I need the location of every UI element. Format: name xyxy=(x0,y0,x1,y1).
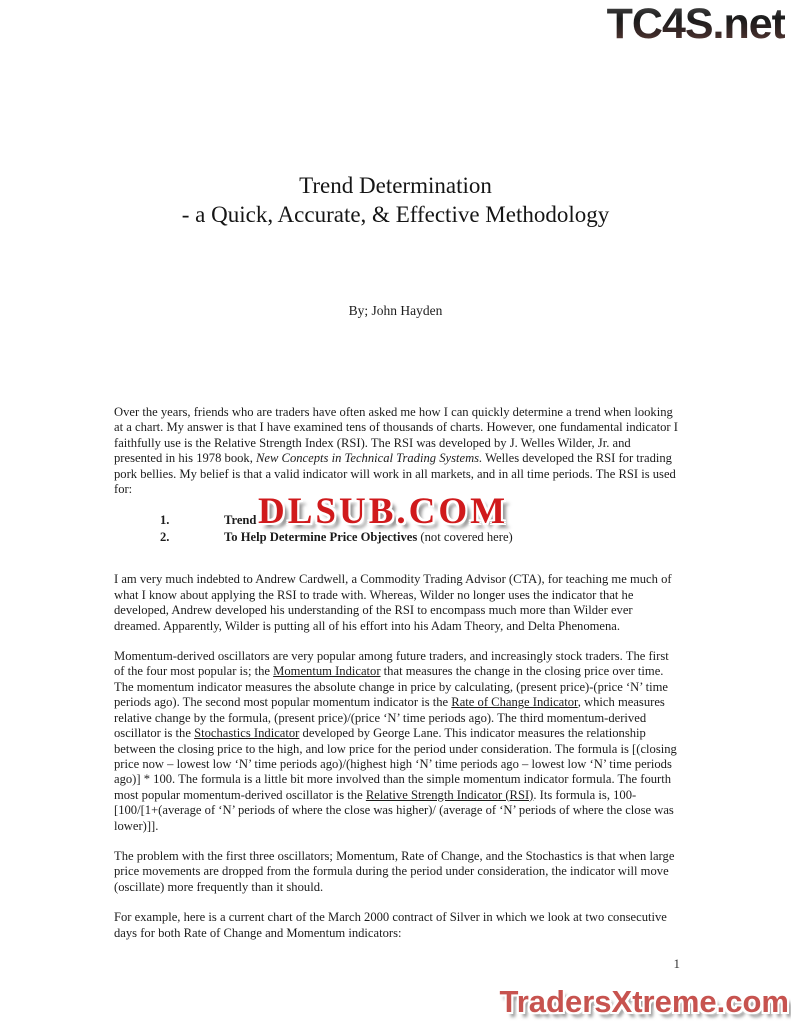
paragraph-intro xyxy=(114,405,680,497)
paragraph-oscillators xyxy=(114,649,680,834)
text-run: , which measures relative change by the formula, (present price)/(price ‘N’ time periods ago). The third momentum-derived oscillator is the xyxy=(114,695,665,741)
underlined-term-rsi: Relative Strength Indicator (RSI) xyxy=(365,787,534,802)
paragraph-example: For example, here is a current chart of the March 2000 contract of Silver in which we look at two consecutive days for both Rate of Change and Momentum indicators: xyxy=(114,910,667,940)
text-run: developed by George Lane. This indicator measures the relationship between the closing price to the high, and low price for the period under consideration. The formula is [(closing price now – lowest low ‘N’ time periods ago)/(highest high ‘N’ time periods ago – lowest low ‘N’ time periods ago)] * 100. The formula is a little bit more involved than the simple momentum indicator formula. The fourth most popular momentum-derived oscillator is the xyxy=(114,726,677,802)
text-run: Momentum-derived oscillators are very popular among future traders, and increasingly stock traders. The first of the four most popular is; the xyxy=(114,649,669,679)
title-line-1: Trend Determination xyxy=(299,173,492,198)
text-run: (not covered here) xyxy=(417,529,513,544)
underlined-term-stochastics-indicator: Stochastics Indicator xyxy=(194,726,300,741)
page-number: 1 xyxy=(673,956,680,971)
book-title-italic: New Concepts in Technical Trading Systems. xyxy=(256,451,483,466)
dlsub-watermark-logo: DLSUB.COM xyxy=(258,491,509,532)
text-run: . Its formula is, 100-[100/[1+(average of ‘N’ periods of where the close was higher)/ (average of ‘N’ periods of where the close was lower)]]. xyxy=(114,787,674,833)
list-number: 1. xyxy=(160,513,170,528)
text-run-bold: To Help Determine Price Objectives xyxy=(224,529,418,544)
tradersxtreme-logo: TradersXtreme.com xyxy=(499,984,789,1019)
list-number: 2. xyxy=(160,529,170,544)
paragraph-problem: The problem with the first three oscillators; Momentum, Rate of Change, and the Stochastics is that when large price movements are dropped from the formula during the period under consideration, the indicator will move (oscillate) more frequently than it should. xyxy=(114,848,675,894)
paragraph-cardwell: I am very much indebted to Andrew Cardwell, a Commodity Trading Advisor (CTA), for teaching me much of what I know about applying the RSI to trade with. Whereas, Wilder no longer uses the indicator that he developed, Andrew developed his understanding of the RSI to encompass much more than Wilder ever dreamed. Apparently, Wilder is putting all of his effort into his Adam Theory, and Delta Phenomena. xyxy=(114,572,672,633)
tc4s-logo: TC4S.net xyxy=(606,0,785,48)
underlined-term-momentum-indicator: Momentum Indicator xyxy=(273,664,381,679)
title-line-2: - a Quick, Accurate, & Effective Methodology xyxy=(181,202,610,227)
byline: By; John Hayden xyxy=(348,303,443,318)
document-title xyxy=(0,171,791,229)
text-run-bold: Trend A xyxy=(224,513,268,528)
text-run: that measures the change in the closing price over time. The momentum indicator measures the absolute change in price by calculating, (present price)-(price ‘N’ time periods ago). The second most popular momentum indicator is the xyxy=(114,664,669,710)
underlined-term-rate-of-change-indicator: Rate of Change Indicator xyxy=(451,695,578,710)
text-run: Over the years, friends who are traders have often asked me how I can quickly determine a trend when looking at a chart. My answer is that I have examined tens of thousands of charts. However, one fundamental indicator I faithfully use is the Relative Strength Index (RSI). The RSI was developed by J. Welles Wilder, Jr. and presented in his 1978 book, xyxy=(114,405,678,466)
document-body xyxy=(114,405,680,956)
text-run: Welles developed the RSI for trading pork bellies. My belief is that a valid indicator will work in all markets, and in all time periods. The RSI is used for: xyxy=(114,451,676,497)
